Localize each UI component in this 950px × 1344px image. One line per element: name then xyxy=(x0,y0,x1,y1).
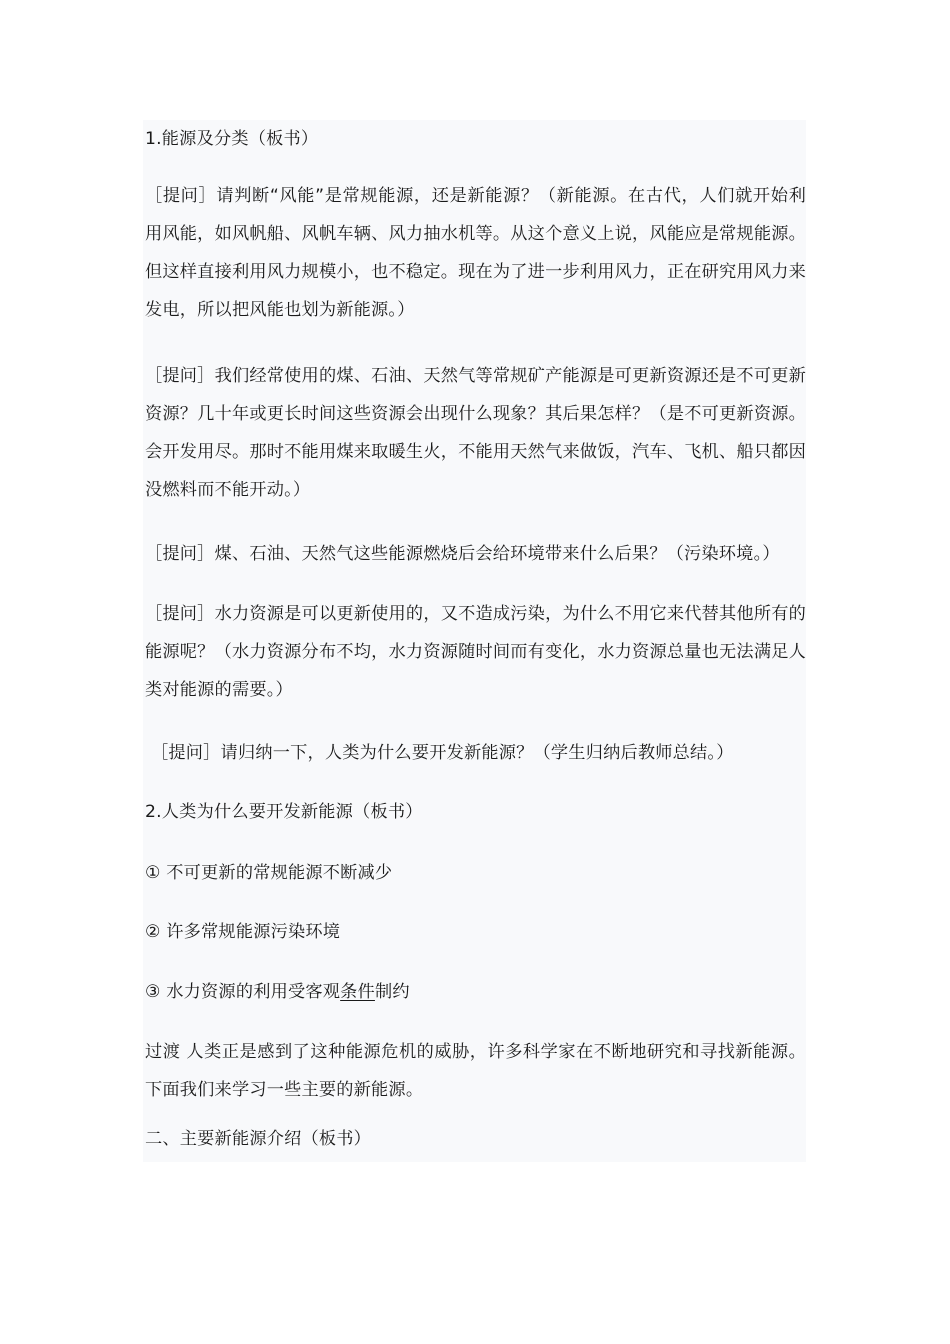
section-heading-main-new-energy: 二、主要新能源介绍（板书） xyxy=(145,1129,372,1149)
question-summary: ［提问］请归纳一下，人类为什么要开发新能源？（学生归纳后教师总结。） xyxy=(151,743,734,763)
question-hydropower: ［提问］水力资源是可以更新使用的，又不造成污染，为什么不用它来代替其他所有的能源呢？（水力资源分布不均，水力资源随时间而有变化，水力资源总量也无法满足人类对能源的需要。） xyxy=(145,604,806,700)
section-heading-energy-classification: 1.能源及分类（板书） xyxy=(145,129,319,149)
section-heading-why-new-energy: 2.人类为什么要开发新能源（板书） xyxy=(145,802,423,822)
question-combustion-effects: ［提问］煤、石油、天然气这些能源燃烧后会给环境带来什么后果？（污染环境。） xyxy=(145,544,780,564)
list-item-reason-2: ② 许多常规能源污染环境 xyxy=(145,922,341,942)
question-nonrenewable-resources: ［提问］我们经常使用的煤、石油、天然气等常规矿产能源是可更新资源还是不可更新资源？几十年或更长时间这些资源会出现什么现象？其后果怎样？（是不可更新资源。会开发用尽。那时不能用煤来取暖生火，不能用天然气来做饭，汽车、飞机、船只都因没燃料而不能开动。） xyxy=(145,366,806,500)
reason-3-prefix: ③ 水力资源的利用受客观 xyxy=(145,982,341,1002)
list-item-reason-3 xyxy=(145,973,806,1011)
reason-3-suffix: 制约 xyxy=(374,982,410,1002)
transition-paragraph: 过渡 人类正是感到了这种能源危机的威胁，许多科学家在不断地研究和寻找新能源。下面我们来学习一些主要的新能源。 xyxy=(145,1042,806,1100)
document-body xyxy=(143,120,806,1162)
question-wind-energy: ［提问］请判断“风能”是常规能源，还是新能源？（新能源。在古代，人们就开始利用风能，如风帆船、风帆车辆、风力抽水机等。从这个意义上说，风能应是常规能源。但这样直接利用风力规模小，也不稳定。现在为了进一步利用风力，正在研究用风力来发电，所以把风能也划为新能源。） xyxy=(145,186,806,320)
list-item-reason-1: ① 不可更新的常规能源不断减少 xyxy=(145,863,393,883)
conditions-link[interactable]: 条件 xyxy=(340,982,375,1002)
